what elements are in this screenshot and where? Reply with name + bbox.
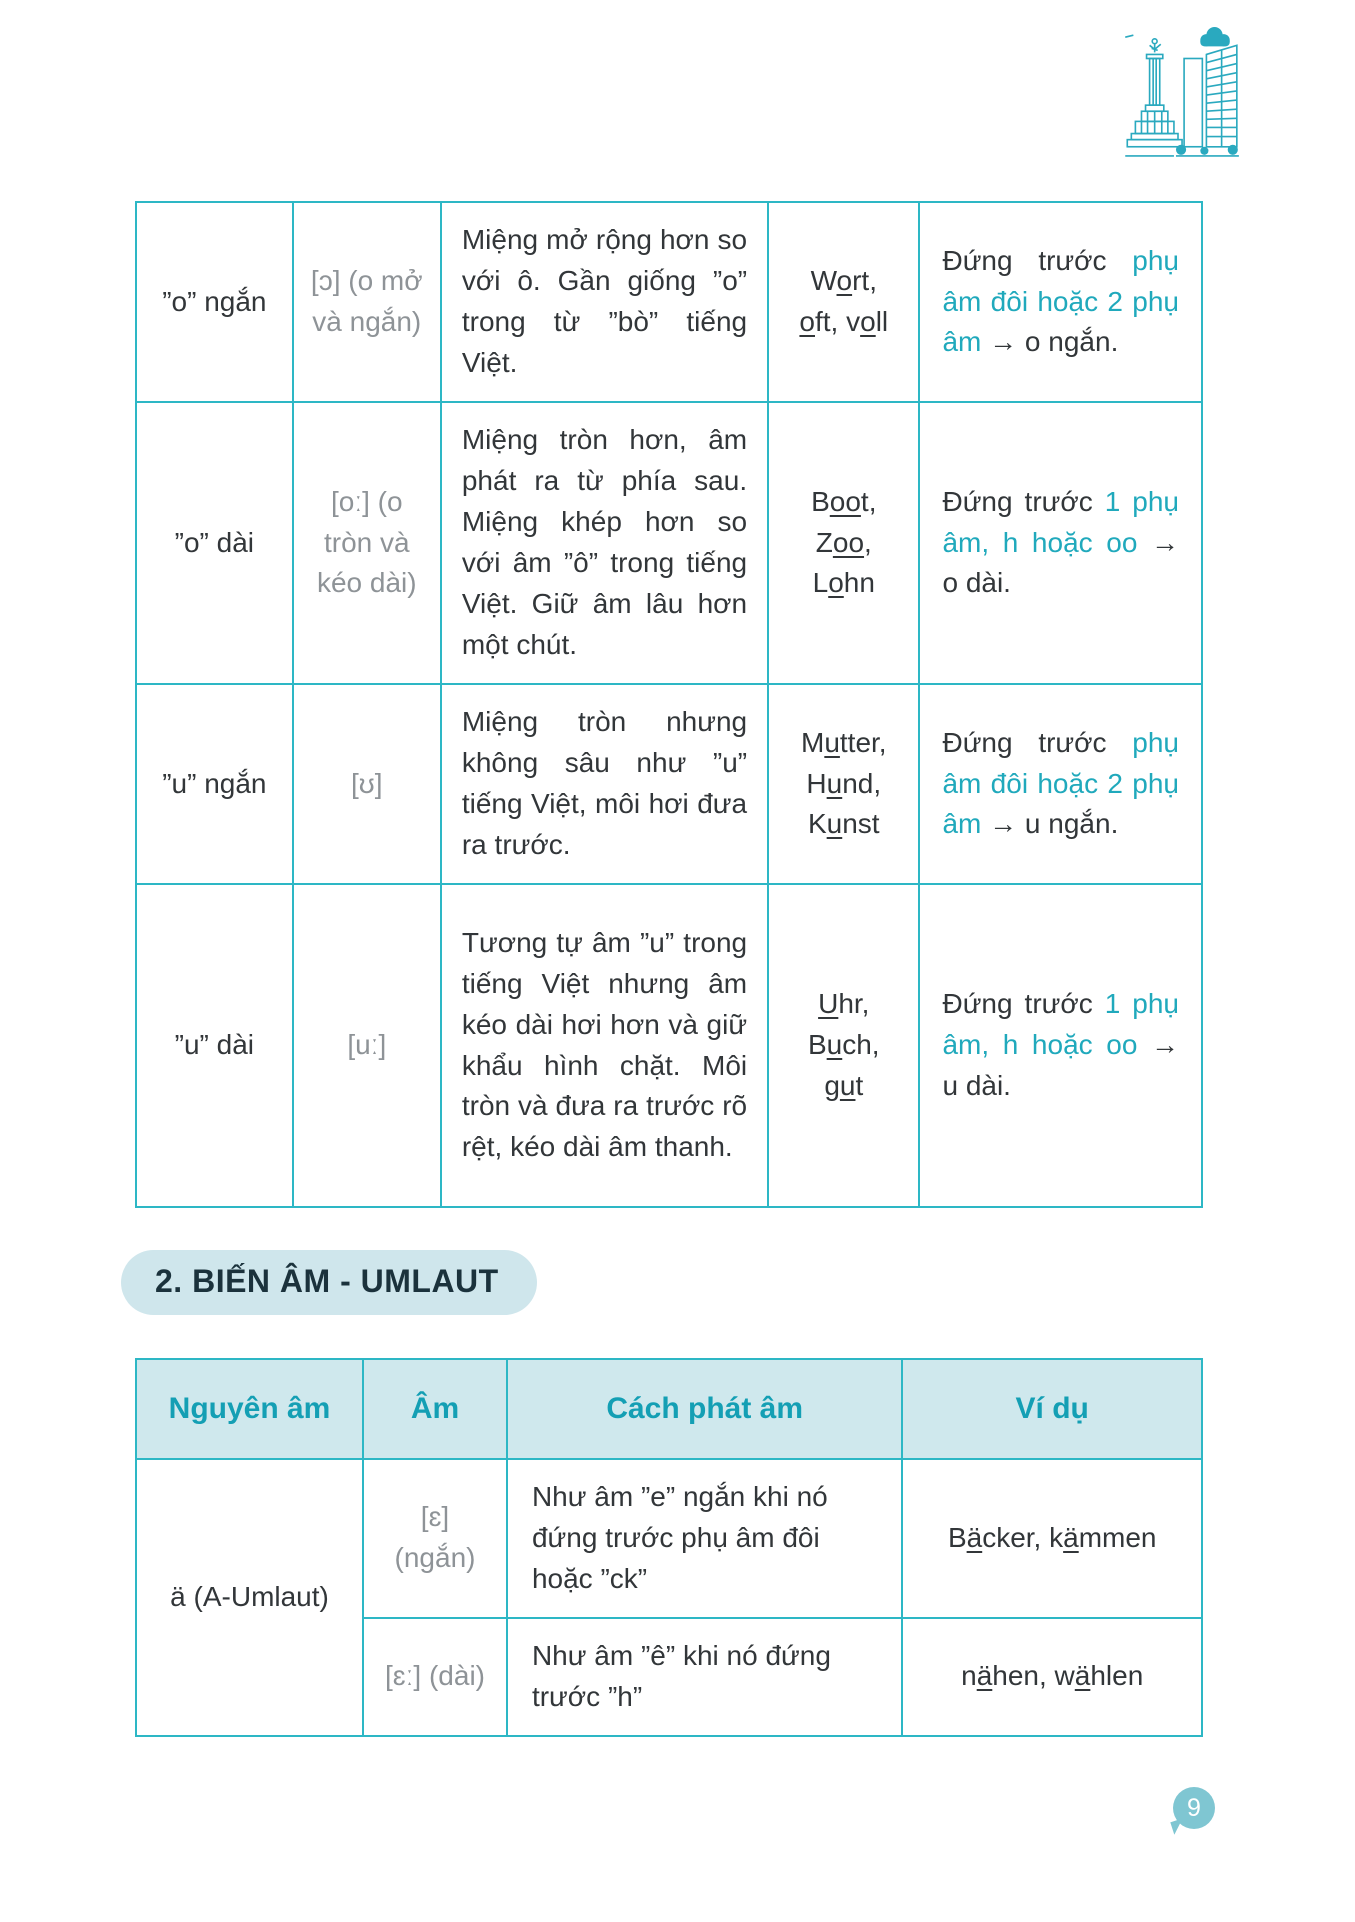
building-icon <box>1184 45 1237 146</box>
rule-cell: Đứng trước phụ âm đôi hoặc 2 phụ âm → u ngắn. <box>919 684 1202 884</box>
plane-dash <box>1125 35 1133 37</box>
rule-cell: Đứng trước 1 phụ âm, h hoặc oo → o dài. <box>919 402 1202 684</box>
page-content <box>135 201 1203 1737</box>
cloud-icon <box>1200 27 1229 46</box>
description-cell: Miệng mở rộng hơn so với ô. Gần giống ”o” trong từ ”bò” tiếng Việt. <box>441 202 768 402</box>
header-vi-du: Ví dụ <box>902 1359 1202 1459</box>
examples-cell: nähen, wählen <box>902 1618 1202 1736</box>
table-row <box>136 202 1202 402</box>
description-cell: Miệng tròn hơn, âm phát ra từ phía sau. Miệng khép hơn so với âm ”ô” trong tiếng Việt. Giữ âm lâu hơn một chút. <box>441 402 768 684</box>
description-cell: Tương tự âm ”u” trong tiếng Việt nhưng âm kéo dài hơi hơn và giữ khẩu hình chặt. Môi tròn và đưa ra trước rõ rệt, kéo dài âm thanh. <box>441 884 768 1207</box>
table-row <box>136 684 1202 884</box>
pronunciation-cell: Như âm ”e” ngắn khi nó đứng trước phụ âm đôi hoặc ”ck” <box>507 1459 902 1618</box>
ipa-cell: [oː] (o tròn và kéo dài) <box>293 402 441 684</box>
umlaut-vowel-cell: ä (A-Umlaut) <box>136 1459 363 1736</box>
vowel-cell: ”o” ngắn <box>136 202 293 402</box>
page-number: 9 <box>1187 1793 1201 1822</box>
rule-cell: Đứng trước 1 phụ âm, h hoặc oo → u dài. <box>919 884 1202 1207</box>
ipa-cell: [ɔ] (o mở và ngắn) <box>293 202 441 402</box>
section-heading: 2. BIẾN ÂM - UMLAUT <box>121 1250 537 1315</box>
examples-cell: Wort, oft, voll <box>768 202 919 402</box>
description-cell: Miệng tròn nhưng không sâu như ”u” tiếng Việt, môi hơi đưa ra trước. <box>441 684 768 884</box>
examples-cell: Bäcker, kämmen <box>902 1459 1202 1618</box>
pronunciation-cell: Như âm ”ê” khi nó đứng trước ”h” <box>507 1618 902 1736</box>
umlaut-table <box>135 1358 1203 1737</box>
page-number-badge <box>1173 1787 1215 1829</box>
ipa-cell: [ʊ] <box>293 684 441 884</box>
vowel-cell: ”u” dài <box>136 884 293 1207</box>
ipa-cell: [ɛ] (ngắn) <box>363 1459 507 1618</box>
header-am: Âm <box>363 1359 507 1459</box>
header-cach-phat-am: Cách phát âm <box>507 1359 902 1459</box>
vowel-cell: ”o” dài <box>136 402 293 684</box>
header-nguyen-am: Nguyên âm <box>136 1359 363 1459</box>
examples-cell: Mutter, Hund, Kunst <box>768 684 919 884</box>
ipa-cell: [ɛː] (dài) <box>363 1618 507 1736</box>
vowel-cell: ”u” ngắn <box>136 684 293 884</box>
table-row <box>136 402 1202 684</box>
berlin-landmarks-illustration <box>1113 24 1243 164</box>
examples-cell: Uhr, Buch, gut <box>768 884 919 1207</box>
ipa-cell: [uː] <box>293 884 441 1207</box>
vowel-pronunciation-table <box>135 201 1203 1208</box>
table-row <box>136 884 1202 1207</box>
table-header-row <box>136 1359 1202 1459</box>
table-row <box>136 1459 1202 1618</box>
victory-column-icon <box>1127 39 1182 147</box>
examples-cell: Boot, Zoo, Lohn <box>768 402 919 684</box>
city-illustration-svg <box>1113 24 1243 164</box>
rule-cell: Đứng trước phụ âm đôi hoặc 2 phụ âm → o ngắn. <box>919 202 1202 402</box>
